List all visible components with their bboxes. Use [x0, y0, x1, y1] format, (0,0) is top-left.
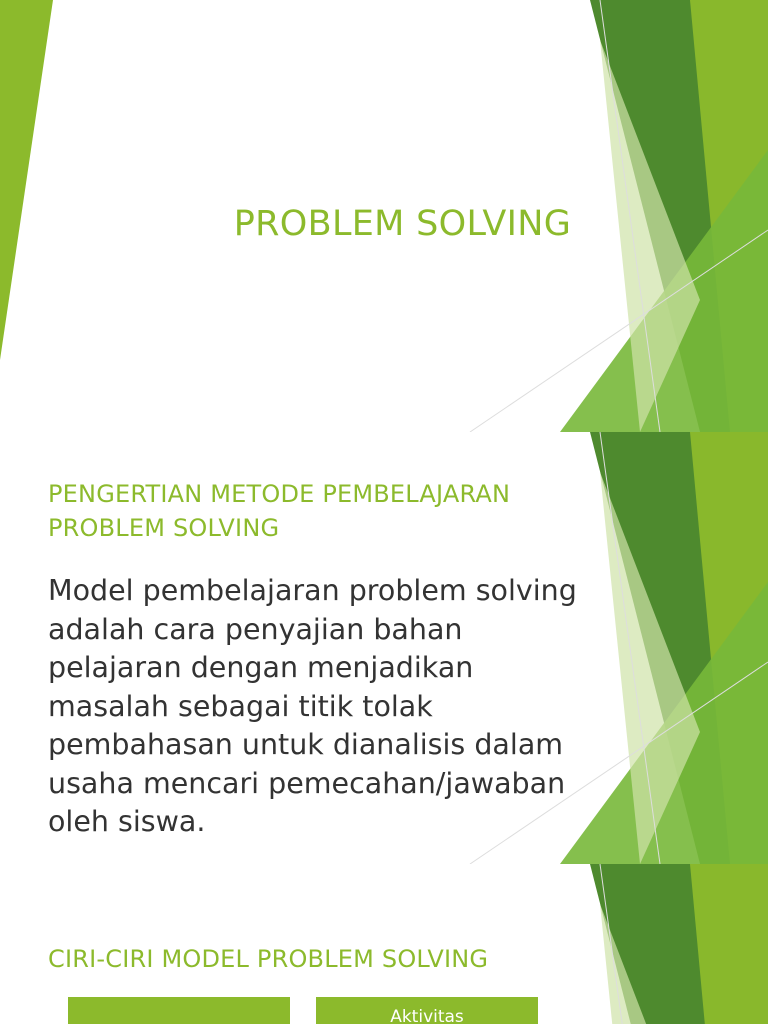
slide-heading: CIRI-CIRI MODEL PROBLEM SOLVING — [48, 945, 489, 973]
slide-title-text: PROBLEM SOLVING — [233, 204, 572, 244]
slide-definition — [0, 432, 768, 864]
slide-body-text: Model pembelajaran problem solving adalah cara penyajian bahan pelajaran dengan menjadikan masalah sebagai titik tolak pembahasan untuk dianalisis dalam usaha mencari pemecahan/jawaban oleh siswa. — [48, 574, 577, 838]
diagram-box — [68, 997, 290, 1024]
slide-characteristics — [0, 864, 768, 1024]
diagram-box-aktivitas: Aktivitas — [316, 997, 538, 1024]
left-accent-triangle — [0, 0, 53, 360]
slide-title — [0, 0, 768, 432]
slide-heading: PENGERTIAN METODE PEMBELAJARAN PROBLEM SOLVING — [48, 480, 511, 542]
